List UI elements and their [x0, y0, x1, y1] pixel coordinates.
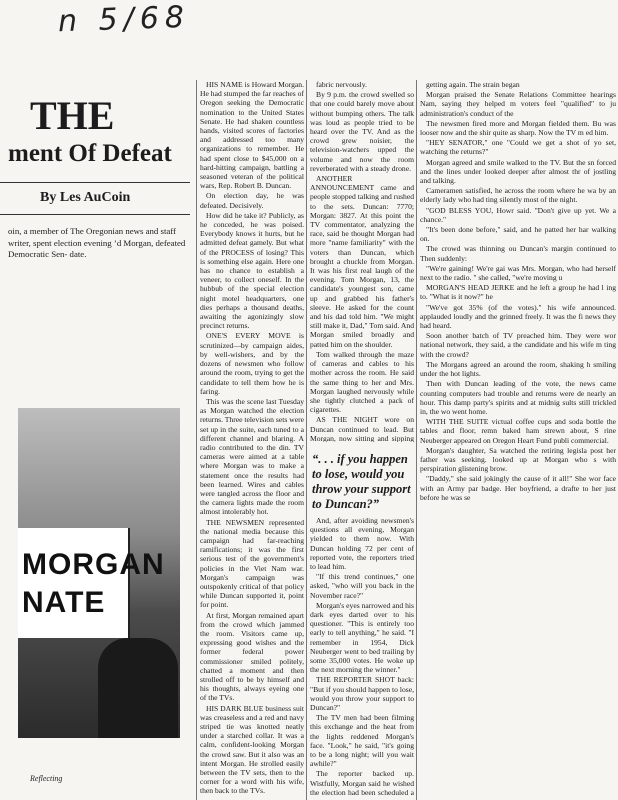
- photo-caption: Reflecting: [30, 774, 63, 783]
- campaign-sign: [18, 528, 130, 638]
- article-paragraph: "HEY SENATOR," one "Could we get a shot of yo set, watching the returns?": [420, 138, 616, 157]
- article-paragraph: THE NEWSMEN represented the national media because this campaign had far-reaching ramifications; it was the first serious test of the government's policies in the Viet Nam war. Morgan's campaign was outspokenly critical of that policy while Duncan supported it, point for point.: [200, 517, 304, 610]
- byline-rule: [0, 214, 190, 215]
- article-paragraph: How did he take it? Publicly, as he conceded, he was poised. Everybody knows it hurts, but he admitted defeat gamely. But what of the PROCESS of losing? This is something else again. Here one has no chance to establish a veneer, to collect oneself. In the hubbub of the special election night motel headquarters, one dies perhaps a thousand deaths, awaiting the agonizingly slow precinct returns.: [200, 210, 304, 331]
- article-column-1: [200, 80, 304, 796]
- article-paragraph: Tom walked through the maze of cameras and cables to his mother across the room. He said the same thing to her and Mrs. Morgan laughed nervously while she tightly clutched a pack of cigarettes.: [310, 349, 414, 415]
- article-column-3: [420, 80, 616, 796]
- article-paragraph: By 9 p.m. the crowd swelled so that one could barely move about without bumping others. The talk was loud as people tried to be heard over the TV. And as the crowd grew noisier, the television-watchers upped the volume and now the room reverberated with a steady drone.: [310, 90, 414, 173]
- sign-text-morgan: MORGAN: [22, 548, 165, 581]
- article-paragraph: AS THE NIGHT wore on Duncan continued to lead. But Morgan, now sitting and sipping: [310, 415, 414, 442]
- article-paragraph: Then with Duncan leading of the vote, the news came counting computers had trouble and returns were de nearly an hour. This damp party's spirits and at midnig sults still trickled in, the wo went home.: [420, 379, 616, 416]
- column-divider-2: [306, 80, 307, 800]
- article-paragraph: MORGAN'S HEAD JERKE and he left a group he had l ing to. "What is it now?" he: [420, 283, 616, 302]
- headline-rule: [0, 182, 190, 183]
- article-paragraph: Morgan agreed and smile walked to the TV. But the sn forced and the lines under looked deeper after almost thr of jostling and talking.: [420, 157, 616, 186]
- article-paragraph: ANOTHER ANNOUNCEMENT came and people stopped talking and rushed to the sets. Duncan: 7770; Morgan: 3827. At this point the TV commentator, analyzing the race, said he thought Morgan had more "name familiarity" with the voters than Duncan, which brought a chuckle from Morgan. It was his first real laugh of the evening. Tom Morgan, 13, the candidate's youngest son, came up and grabbed his father's sleeve. He asked for the count and his dad told him. "We might still make it, Dad," Tom said. And Morgan smiled broadly and patted him on the shoulder.: [310, 174, 414, 349]
- article-paragraph: The reporter backed up. Wistfully, Morgan said he wished the election had been scheduled a: [310, 769, 414, 796]
- article-paragraph: Soon another batch of TV preached him. They were wor national network, they said, a the candidate and his wife m ting with the crowd?: [420, 331, 616, 359]
- article-paragraph: ONE'S EVERY MOVE is scrutinized—by campaign aides, by well-wishers, and by the dozens of newsmen who follow around the room, trying to get the candidate to tell them how he is faring.: [200, 331, 304, 396]
- article-paragraph: Morgan's daughter, Sa watched the retiring legisla post her father was seeking. looked up at Morgan who s with perspiration glistening brow.: [420, 445, 616, 474]
- article-paragraph: WITH THE SUITE victual coffee cups and soda bottle the tables and floor, remn baked ham strewn about, S rine Neuberger appeared on Oregon Heart Fund publi commercial.: [420, 417, 616, 445]
- article-paragraph: The Morgans agreed an around the room, shaking h smiling under the hot lights.: [420, 359, 616, 379]
- article-paragraph: On election day, he was defeated. Decisively.: [200, 191, 304, 210]
- byline: By Les AuCoin: [40, 190, 131, 205]
- article-paragraph: Morgan's eyes narrowed and his dark eyes darted over to his questioner. "This is entirely too early to tell anything," he said. "I remember in 1954, Dick Neuberger went to bed trailing by some 35,000 votes. He woke up the next morning the winner.": [310, 600, 414, 675]
- article-paragraph: "We're gaining! We're gai was Mrs. Morgan, who had herself next to the radio. " she called, "we're moving u: [420, 263, 616, 283]
- article-paragraph: Morgan praised the Senate Relations Committee hearings Nam, saying they helped m voters feel "qualified" to ju administration's conduct of the: [420, 90, 616, 118]
- article-paragraph: THE REPORTER SHOT back: "But if you should happen to lose, would you throw your support to Duncan?": [310, 675, 414, 713]
- article-paragraph: getting again. The strain began: [426, 80, 520, 89]
- photo-morgan: [18, 408, 180, 738]
- article-paragraph: fabric nervously.: [316, 80, 367, 89]
- column-divider-3: [416, 80, 417, 800]
- article-paragraph: And, after avoiding newsmen's questions all evening, Morgan yielded to them now. With Duncan holding 72 per cent of reported vote, the reporters tried to lead him.: [310, 516, 414, 572]
- morgan-silhouette: [98, 638, 178, 738]
- column-divider-1: [196, 80, 197, 800]
- article-column-2-top: [310, 80, 414, 442]
- article-column-2-bottom: [310, 516, 414, 796]
- article-paragraph: The newsmen fired more and Morgan fielded them. Bu was looser now and the shir quite as sharp. Now the TV m ed him.: [420, 118, 616, 138]
- article-paragraph: The crowd was thinning ou Duncan's margin continued to Then suddenly:: [420, 244, 616, 263]
- article-paragraph: "We've got 35% (of the votes)." his wife announced. applauded loudly and the grinned freely. It was the fi news they had heard.: [420, 302, 616, 331]
- article-paragraph: Cameramen satisfied, he across the room where he wa by an elderly lady who had ting silently most of the night.: [420, 186, 616, 205]
- article-paragraph: At first, Morgan remained apart from the crowd which jammed the room. Visitors came up, expressing good wishes and the former federal power commissioner smiled politely, chatted a moment and then strolled off to be by himself and his thoughts, always eyeing one of the TVs.: [200, 610, 304, 703]
- article-paragraph: "If this trend continues," one asked, "who will you back in the November race?": [310, 572, 414, 600]
- article-paragraph: This was the scene last Tuesday as Morgan watched the election returns. Three television sets were set up in the suite, each tuned to a different channel and blaring. A radio contributed to the din. TV cameras were aimed at a table where Morgan was to make a statement once the results had been learned. Wires and cables were tangled across the floor and the camera lights made the room almost intolerably hot.: [200, 396, 304, 517]
- intro-note: oin, a member of The Oregonian news and staff writer, spent election evening ’d Morgan, defeated Democratic Sen- date.: [8, 226, 186, 259]
- article-paragraph: HIS DARK BLUE business suit was creaseless and a red and navy striped tie was knotted neatly under a starched collar. It was a calm, confident-looking Morgan the crowd saw. But it also was an intent Morgan. He strolled easily between the TV sets, then to the corner for a word with his wife, then back to the TVs.: [200, 703, 304, 796]
- article-paragraph: "Daddy," she said jokingly the cause of it all!" She wor face with an Army par badge. Her boyfriend, a drafte to her just before he was se: [420, 474, 616, 502]
- article-paragraph: "GOD BLESS YOU, Howr said. "Don't give up yet. We a chance.": [420, 205, 616, 224]
- article-paragraph: The TV men had been filming this exchange and the heat from the lights reddened Morgan's face. "Look," he said, "it's going to be a long night; will you wait awhile?": [310, 713, 414, 769]
- handwritten-date: n 5/68: [57, 0, 191, 40]
- sign-text-senate: NATE: [22, 586, 106, 619]
- headline-part1: THE: [30, 93, 115, 138]
- article-paragraph: HIS NAME is Howard Morgan. He had stumped the far reaches of Oregon seeking the Democratic nomination to the United States Senate. He had shaken countless hands, visited scores of factories and addressed too many organizations to remember. He had spent close to $45,000 on a hard-hitting campaign, battling a seasoned veteran of the political wars, Rep. Robert B. Duncan.: [200, 80, 304, 191]
- pull-quote: “. . . if you happen to lose, would you throw your support to Duncan?”: [312, 452, 411, 511]
- article-paragraph: "It's been done before," said, and he patted her har walking on.: [420, 225, 616, 244]
- headline-part2: ment Of Defeat: [8, 140, 172, 167]
